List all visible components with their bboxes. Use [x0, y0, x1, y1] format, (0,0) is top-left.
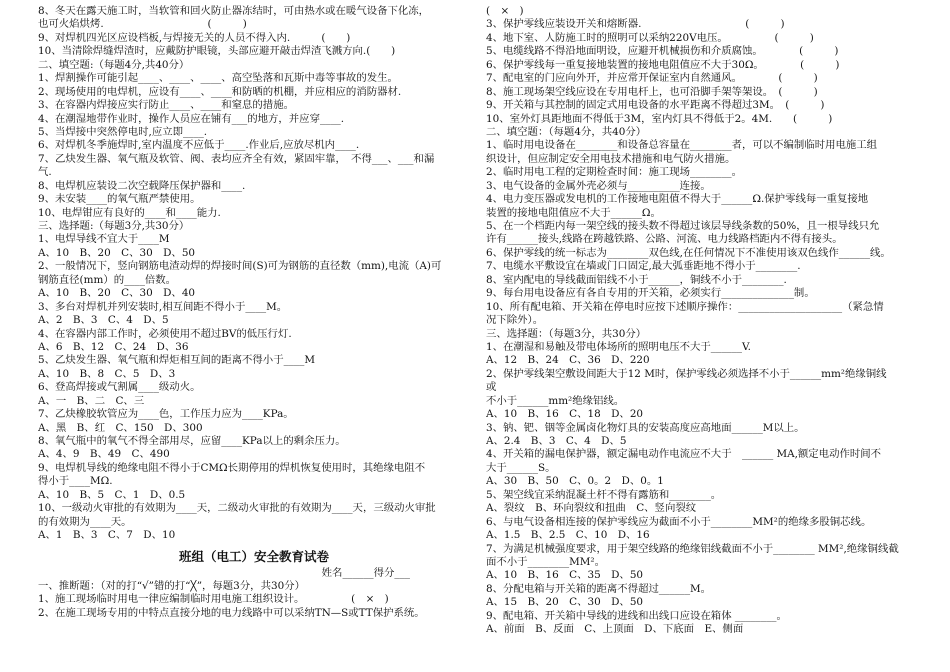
text-line: 6、与电气设备相连接的保护零线应为截面不小于________MM²的绝缘多股铜芯线。	[486, 515, 872, 528]
text-line: 1、在潮湿和易触及带电体场所的照明电压不大于______V.	[486, 340, 751, 353]
text-line: A、15 B、20 C、30 D、50	[486, 596, 644, 609]
text-line: 5、架空线宜采纳混凝土杆不得有露筋和________。	[486, 488, 722, 501]
text-line: 1、临时用电设备在________和设备总容量在________者，可以不编制临时用电施工组	[486, 139, 878, 152]
text-line: 2、保护零线架空敷设间距大于12 M时，保护零线必须选择不小于______mm²绝缘铜线	[486, 367, 887, 380]
text-line: 7、乙炔发生器、氧气瓶及软管、阀、表均应齐全有效，紧固牢靠， 不得___、___和漏	[38, 152, 435, 165]
text-line: 二、填空题:（每题4分,共40分）	[38, 58, 190, 71]
text-line: 6、登高焊接或气割属____级动火。	[38, 381, 201, 394]
text-line: 钢筋直径(mm）的____倍数。	[38, 273, 177, 286]
text-line: 10、电焊钳应有良好的____和____能力.	[38, 206, 221, 219]
text-line: A、2.4 B、3 C、4 D、5	[486, 435, 627, 447]
text-line: 三、选择题:（每题3分,共30分）	[38, 220, 190, 232]
text-line: 2、临时用电工程的定期检查时间：施工现场________。	[486, 166, 742, 179]
text-line: A、10 B、5 C、1 D、0.5	[38, 488, 186, 501]
text-line: 不小于______mm²绝缘铝线。	[486, 394, 625, 407]
text-line: 况下除外）。	[486, 314, 544, 327]
text-line: 或	[486, 381, 497, 394]
text-line: 三、选择题：（每题3分，共30分）	[486, 327, 647, 340]
text-line: 8、分配电箱与开关箱的距离不得超过______M。	[486, 582, 712, 595]
text-line: 8、施工现场架空线应设在专用电杆上，也可沿脚手架等架设。 ( )	[486, 85, 818, 98]
text-line: 4、在容器内部工作时，必须使用不超过BV的低压行灯.	[38, 327, 292, 340]
text-line: A、1 B、3 C、7 D、10	[38, 529, 176, 542]
text-line: 1、电焊导线不宜大于____M	[38, 233, 170, 246]
text-line: 10、当清除焊缝焊渣时，应戴防护眼镜，头部应避开敲击焊渣飞溅方向.( )	[38, 45, 396, 58]
text-line: 3、电气设备的金属外壳必须与__________连接。	[486, 179, 711, 192]
text-line: 7、为满足机械强度要求，用于架空线路的绝缘铝线截面不小于________ MM²,绝缘铜线截	[486, 542, 899, 555]
text-line: A、12 B、24 C、36 D、220	[486, 354, 650, 367]
text-line: 9、配电箱、开关箱中导线的进线和出线口应设在箱体 ________。	[486, 609, 787, 622]
text-line: 9、每台用电设备应有各自专用的开关箱，必须实行______________制。	[486, 287, 815, 300]
text-line: A、1.5 B、2.5 C、10 D、16	[486, 529, 650, 542]
text-line: 5、当焊接中突然停电时,应立即____.	[38, 125, 208, 138]
text-line: 4、电力变压器或发电机的工作接地电阻值不得大于______Ω.保护零线每一重复接地	[486, 193, 869, 206]
text-line: 6、保护零线每一重复接地装置的接地电阻值应不大于30Ω。 ( )	[486, 58, 840, 71]
text-line: 9、未安装____的氧气瓶严禁使用。	[38, 193, 201, 206]
exam-title: 班组（电工）安全教育试卷	[178, 548, 329, 564]
text-line: 9、电焊机导线的绝缘电阻不得小于CMΩ长期停用的焊机恢复使用时，其绝缘电阻不	[38, 461, 426, 474]
text-line: 得小于____MΩ.	[38, 475, 113, 488]
text-line: 10、一级动火审批的有效期为____天，二级动火审批的有效期为____天，三级动火审批	[38, 502, 436, 515]
text-line: 3、钠、钯、铟等金属卤化物灯具的安装高度应高地面______M以上。	[486, 421, 805, 434]
text-line: A、一 B、二 C、三	[38, 394, 145, 407]
text-line: A、裂纹 B、环向裂纹和扭曲 C、竖向裂纹	[486, 502, 697, 515]
text-line: 10、室外灯具距地面不得低于3M，室内灯具不得低于2。4M. ( )	[486, 112, 833, 125]
text-line: A、前面 B、反面 C、上顶面 D、下底面 E、侧面	[486, 623, 744, 636]
text-line: ( × )	[486, 5, 524, 17]
text-line: 也可火焰烘烤. ( )	[38, 18, 247, 31]
text-line: 6、对焊机冬季施焊时,室内温度不应低于____.作业后,应放尽机内____.	[38, 139, 360, 152]
text-line: 10、所有配电箱、开关箱在停电时应按下述顺序操作：____________________（紧急情	[486, 300, 884, 313]
text-line: 1、焊割操作可能引起____、____、____、高空坠落和瓦斯中毒等事故的发生。	[38, 72, 398, 85]
text-line: 的有效期为____天。	[38, 515, 132, 528]
text-line: 3、保护零线应装设开关和熔断器. ( )	[486, 18, 785, 31]
text-line: A、4、9 B、49 C、490	[38, 448, 170, 461]
text-line: 1、施工现场临时用电一律应编制临时用电施工组织设计。 ( × )	[38, 593, 389, 606]
text-line: A、10 B、20 C、30 D、50	[38, 246, 196, 259]
text-line: A、黑 B、红 C、150 D、300	[38, 421, 203, 434]
text-line: 2、在施工现场专用的中特点直接分地的电力线路中可以采纳TN—S或TT保护系统。	[38, 606, 425, 619]
text-line: 9、开关箱与其控制的固定式用电设备的水平距离不得超过3M。 ( )	[486, 99, 825, 112]
text-line: 8、氧气瓶中的氧气不得全部用尽，应留____KPa以上的剩余压力。	[38, 435, 346, 447]
text-line: 气.	[38, 166, 52, 179]
text-line: 大于______S。	[486, 461, 556, 474]
text-line: 3、在容器内焊接应实行防止____、____和窒息的措施。	[38, 99, 294, 112]
text-line: 7、乙炔橡胶软管应为____色，工作压力应为____KPa。	[38, 408, 294, 421]
text-line: 8、电焊机应装设二次空载降压保护器和____.	[38, 179, 246, 192]
text-line: 5、电缆线路不得沿地面明设，应避开机械损伤和介质腐蚀。 ( )	[486, 45, 839, 58]
text-line: 9、对焊机四光区应设档板,与焊接无关的人员不得入内. ( )	[38, 31, 351, 44]
text-line: 3、多台对焊机并列安装时,相互间距不得小于____M。	[38, 300, 288, 313]
text-line: 一、推断题：（对的打“√”错的打“╳”，每题3分，共30分）	[38, 579, 305, 592]
text-line: A、10 B、16 C、35 D、50	[486, 569, 644, 582]
text-line: 许有______接头,线路在跨越铁路、公路、河流、电力线路档距内不得有接头。	[486, 233, 843, 246]
text-line: 二、填空题：（每题4分，共40分）	[486, 125, 647, 138]
text-line: 7、电缆水平敷设宜在墙或门口固定,最大弧垂距地不得小于________.	[486, 260, 801, 273]
text-line: A、6 B、12 C、24 D、36	[38, 340, 189, 353]
text-line: 4、开关箱的漏电保护器，额定漏电动作电流应不大于 ______ MA,额定电动作时间不	[486, 448, 882, 461]
text-line: 8、室内配电的导线截面铝线不小于______，铜线不小于________.	[486, 273, 787, 286]
text-line: A、10 B、8 C、5 D、3	[38, 367, 176, 380]
text-line: 2、一般情况下，竖向钢筋电渣动焊的焊接时间(S)可为钢筋的直径数（mm),电流（A)可	[38, 260, 442, 273]
text-line: A、30 B、50 C、0。2 D、0。1	[486, 475, 664, 488]
text-line: 装置的接地电阻值应不大于______Ω。	[486, 206, 661, 219]
text-line: 8、冬天在露天施工时，当软管和回火防止器冻结时，可由热水或在暖气设备下化冻，	[38, 5, 430, 17]
name-score-line: 姓名______得分___	[321, 566, 410, 579]
text-line: 6、保护零线的统一标志为________双色线,在任何情况下不准使用该双色线作______线。	[486, 246, 891, 259]
text-line: A、10 B、16 C、18 D、20	[486, 408, 644, 421]
text-line: 4、在潮湿地带作业时，操作人员应在铺有___的地方，并应穿____.	[38, 112, 345, 125]
text-line: 7、配电室的门应向外开，并应常开保证室内自然通风。 ( )	[486, 72, 818, 85]
right-column	[486, 5, 916, 637]
text-line: 5、乙炔发生器、氧气瓶和焊炬相互间的距离不得小于____M	[38, 354, 316, 367]
text-line: 织设计，但应制定安全用电技术措施和电气防火措施。	[486, 152, 736, 165]
text-line: 面不小于________MM²。	[486, 555, 605, 568]
text-line: 4、地下室、人防施工时的照明可以采纳220V电压。 ( )	[486, 31, 814, 44]
text-line: 2、现场使用的电焊机，应设有____、____和防晒的机棚，并应相应的消防器材.	[38, 85, 402, 98]
text-line: A、10 B、20 C、30 D、40	[38, 287, 196, 300]
text-line: 5、在一个档距内每一架空线的接头数不得超过该层导线条数的50%，且一根导线只允	[486, 220, 880, 232]
left-column	[38, 5, 470, 620]
text-line: A、2 B、3 C、4 D、5	[38, 314, 169, 327]
